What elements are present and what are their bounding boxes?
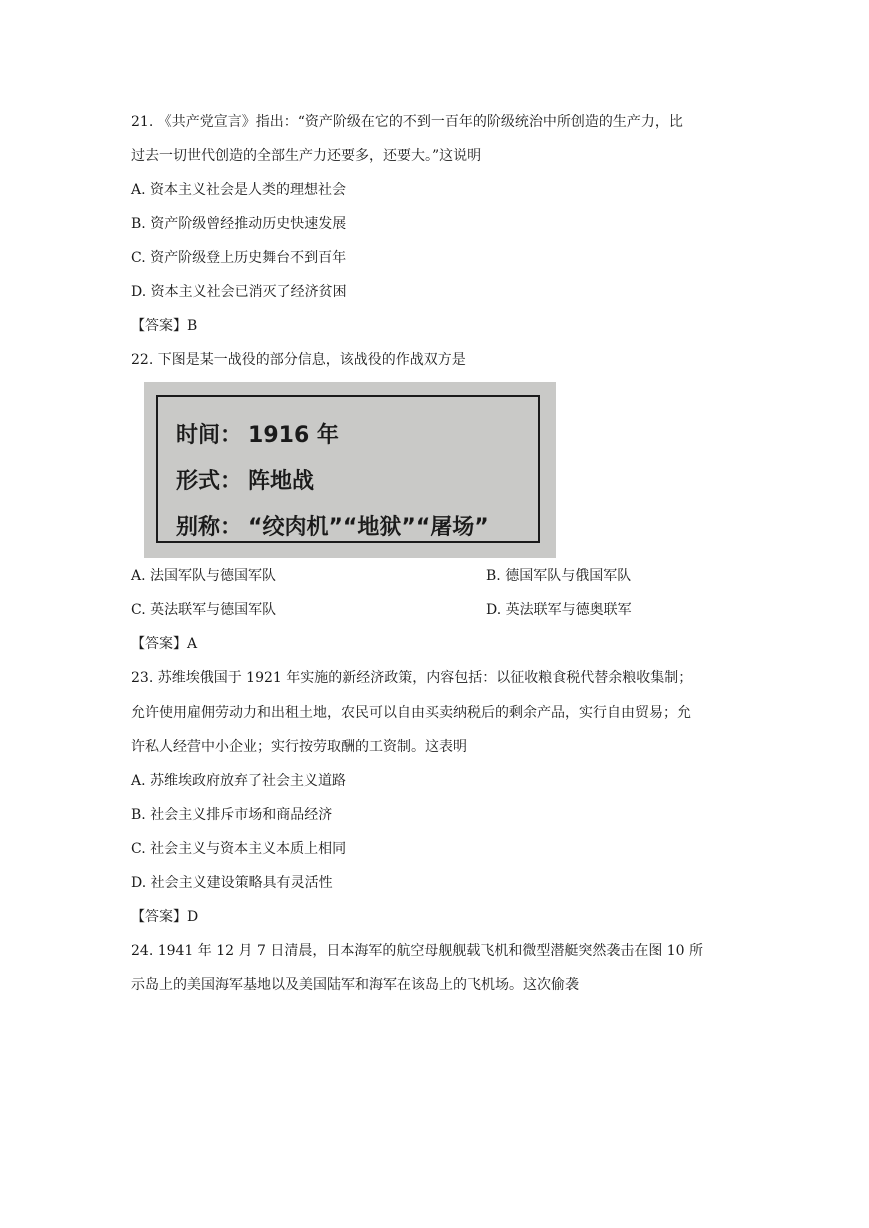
q21-answer: 【答案】B — [131, 318, 198, 334]
q24-stem-line-2: 示岛上的美国海军基地以及美国陆军和海军在该岛上的飞机场。这次偷袭 — [131, 977, 579, 993]
q23-answer: 【答案】D — [131, 909, 199, 925]
q21-option-a: A. 资本主义社会是人类的理想社会 — [131, 182, 347, 198]
q21-option-d: D. 资本主义社会已消灭了经济贫困 — [131, 284, 347, 300]
figure-row-form — [176, 464, 314, 495]
q22-option-d: D. 英法联军与德奥联军 — [486, 602, 632, 618]
q22-stem: 22. 下图是某一战役的部分信息，该战役的作战双方是 — [131, 352, 466, 368]
q23-stem-line-2: 允许使用雇佣劳动力和出租土地，农民可以自由买卖纳税后的剩余产品，实行自由贸易；允 — [131, 705, 691, 721]
q24-stem-line-1: 24. 1941 年 12 月 7 日清晨，日本海军的航空母舰舰载飞机和微型潜艇突然袭击在图 10 所 — [131, 943, 704, 959]
q22-option-b: B. 德国军队与俄国军队 — [486, 568, 632, 584]
figure-time-value: 1916 年 — [248, 423, 339, 448]
q23-option-c: C. 社会主义与资本主义本质上相同 — [131, 841, 347, 857]
q22-answer: 【答案】A — [131, 636, 198, 652]
q21-option-c: C. 资产阶级登上历史舞台不到百年 — [131, 250, 347, 266]
q23-option-b: B. 社会主义排斥市场和商品经济 — [131, 807, 333, 823]
q21-stem-line-2: 过去一切世代创造的全部生产力还要多，还要大。”这说明 — [131, 148, 482, 164]
figure-time-key: 时间： — [176, 423, 243, 448]
q21-stem-line-1: 21. 《共产党宣言》指出：“资产阶级在它的不到一百年的阶级统治中所创造的生产力，比 — [131, 114, 683, 130]
q22-option-c: C. 英法联军与德国军队 — [131, 602, 277, 618]
q23-option-d: D. 社会主义建设策略具有灵活性 — [131, 875, 333, 891]
figure-form-key: 形式： — [176, 469, 243, 494]
figure-form-value: 阵地战 — [248, 469, 315, 494]
q21-option-b: B. 资产阶级曾经推动历史快速发展 — [131, 216, 347, 232]
figure-alias-value: “绞肉机”“地狱”“屠场” — [248, 515, 489, 540]
q23-stem-line-3: 许私人经营中小企业；实行按劳取酬的工资制。这表明 — [131, 739, 467, 755]
figure-row-time — [176, 418, 339, 449]
q22-option-a: A. 法国军队与德国军队 — [131, 568, 277, 584]
battle-info-figure — [144, 382, 556, 558]
q23-stem-line-1: 23. 苏维埃俄国于 1921 年实施的新经济政策，内容包括：以征收粮食税代替余粮收集制； — [131, 670, 693, 686]
figure-row-alias — [176, 510, 489, 541]
q23-option-a: A. 苏维埃政府放弃了社会主义道路 — [131, 773, 347, 789]
figure-alias-key: 别称： — [176, 515, 243, 540]
